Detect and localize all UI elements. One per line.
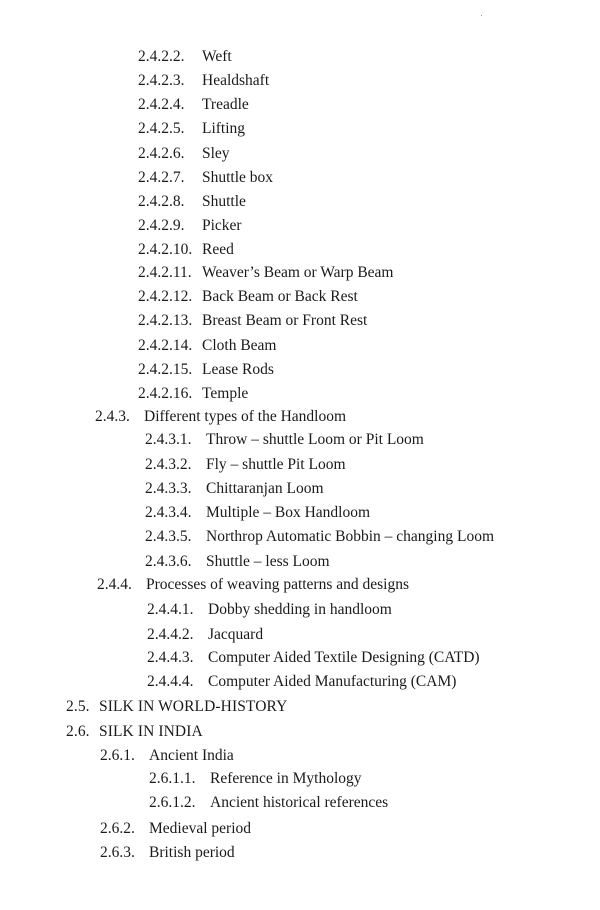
toc-entry [66, 698, 287, 716]
toc-entry-title: Different types of the Handloom [144, 408, 347, 425]
toc-entry-number: 2.4.3.6. [145, 553, 192, 570]
toc-entry-title: Computer Aided Manufacturing (CAM) [208, 673, 457, 690]
toc-entry [138, 361, 274, 379]
toc-entry [145, 480, 324, 498]
toc-entry-title: Cloth Beam [202, 337, 277, 354]
toc-entry-title: Northrop Automatic Bobbin – changing Loom [206, 528, 495, 545]
toc-entry [138, 193, 246, 211]
toc-entry-number: 2.4.4.1. [147, 601, 194, 618]
toc-entry [138, 145, 230, 163]
toc-entry-title: Temple [202, 385, 249, 402]
toc-entry [145, 528, 494, 546]
toc-entry-number: 2.4.2.8. [138, 193, 185, 210]
toc-entry [145, 553, 330, 571]
toc-entry [138, 264, 393, 282]
toc-entry [149, 794, 388, 812]
toc-entry-title: Throw – shuttle Loom or Pit Loom [206, 431, 424, 448]
toc-entry-number: 2.4.4.2. [147, 626, 194, 643]
scan-speck [481, 15, 482, 16]
toc-entry [138, 337, 276, 355]
toc-entry-title: Jacquard [208, 626, 264, 643]
toc-entry-number: 2.6. [66, 723, 90, 740]
toc-entry-number: 2.6.1.1. [149, 770, 196, 787]
toc-entry [138, 385, 248, 403]
toc-entry [138, 241, 234, 259]
toc-entry-number: 2.6.2. [100, 820, 135, 837]
toc-entry [138, 72, 269, 90]
toc-entry [138, 120, 245, 138]
toc-entry-number: 2.4.2.14. [138, 337, 193, 354]
toc-entry-number: 2.4.4.4. [147, 673, 194, 690]
toc-entry-title: Sley [202, 145, 230, 162]
toc-entry-title: Chittaranjan Loom [206, 480, 324, 497]
toc-entry-number: 2.4.2.15. [138, 361, 193, 378]
toc-entry [138, 217, 242, 235]
toc-entry-number: 2.4.3.5. [145, 528, 192, 545]
toc-entry-title: Ancient historical references [210, 794, 389, 811]
toc-entry-number: 2.4.2.11. [138, 264, 192, 281]
toc-entry-number: 2.4.2.16. [138, 385, 193, 402]
toc-entry-number: 2.4.2.5. [138, 120, 185, 137]
toc-entry-number: 2.4.2.13. [138, 312, 193, 329]
toc-entry-title: Healdshaft [202, 72, 270, 89]
toc-entry-title: Weft [202, 48, 232, 65]
toc-entry [147, 626, 263, 644]
toc-entry-number: 2.4.2.6. [138, 145, 185, 162]
toc-entry [100, 747, 234, 765]
toc-entry-title: Lifting [202, 120, 246, 137]
toc-entry [145, 504, 370, 522]
toc-entry-number: 2.6.3. [100, 844, 135, 861]
toc-entry-title: Reed [202, 241, 234, 258]
toc-entry-number: 2.5. [66, 698, 90, 715]
toc-entry-number: 2.4.3.1. [145, 431, 192, 448]
toc-entry-title: Breast Beam or Front Rest [202, 312, 368, 329]
toc-entry-number: 2.6.1. [100, 747, 135, 764]
toc-entry [145, 431, 424, 449]
toc-entry [138, 48, 232, 66]
toc-entry-number: 2.4.2.4. [138, 96, 185, 113]
toc-entry-title: Multiple – Box Handloom [206, 504, 371, 521]
toc-entry-number: 2.4.2.12. [138, 288, 193, 305]
toc-entry-number: 2.4.4.3. [147, 649, 194, 666]
toc-entry [147, 649, 480, 667]
toc-entry-title: Ancient India [149, 747, 234, 764]
toc-entry [66, 723, 203, 741]
toc-entry-title: Treadle [202, 96, 249, 113]
toc-entry [100, 820, 251, 838]
toc-entry-number: 2.4.4. [97, 576, 132, 593]
toc-entry [138, 312, 367, 330]
toc-entry [145, 456, 346, 474]
toc-entry-title: Reference in Mythology [210, 770, 362, 787]
toc-entry [138, 96, 249, 114]
toc-entry [149, 770, 362, 788]
toc-entry-title: SILK IN WORLD-HISTORY [99, 698, 288, 715]
toc-entry-title: Shuttle box [202, 169, 274, 186]
toc-entry-number: 2.4.3.3. [145, 480, 192, 497]
toc-entry [97, 576, 409, 594]
toc-entry-title: Weaver’s Beam or Warp Beam [202, 264, 394, 281]
toc-entry-title: Fly – shuttle Pit Loom [206, 456, 346, 473]
toc-entry-number: 2.4.3.2. [145, 456, 192, 473]
toc-entry-title: SILK IN INDIA [99, 723, 203, 740]
toc-entry [147, 601, 392, 619]
toc-entry-number: 2.4.3. [95, 408, 130, 425]
toc-entry-title: Picker [202, 217, 242, 234]
toc-entry-title: Lease Rods [202, 361, 274, 378]
toc-entry [138, 288, 358, 306]
toc-entry-number: 2.4.2.2. [138, 48, 185, 65]
toc-entry-title: Processes of weaving patterns and designs [146, 576, 410, 593]
toc-entry-number: 2.4.2.9. [138, 217, 185, 234]
toc-entry-title: British period [149, 844, 235, 861]
toc-entry-title: Shuttle – less Loom [206, 553, 330, 570]
toc-entry [95, 408, 346, 426]
toc-entry-number: 2.4.2.3. [138, 72, 185, 89]
toc-entry-title: Dobby shedding in handloom [208, 601, 392, 618]
toc-entry-number: 2.6.1.2. [149, 794, 196, 811]
toc-entry [100, 844, 235, 862]
toc-entry-number: 2.4.2.10. [138, 241, 193, 258]
toc-entry-number: 2.4.2.7. [138, 169, 185, 186]
toc-entry-number: 2.4.3.4. [145, 504, 192, 521]
toc-entry-title: Shuttle [202, 193, 246, 210]
toc-entry-title: Back Beam or Back Rest [202, 288, 358, 305]
toc-entry-title: Computer Aided Textile Designing (CATD) [208, 649, 480, 666]
toc-entry [147, 673, 456, 691]
toc-entry [138, 169, 273, 187]
toc-entry-title: Medieval period [149, 820, 252, 837]
